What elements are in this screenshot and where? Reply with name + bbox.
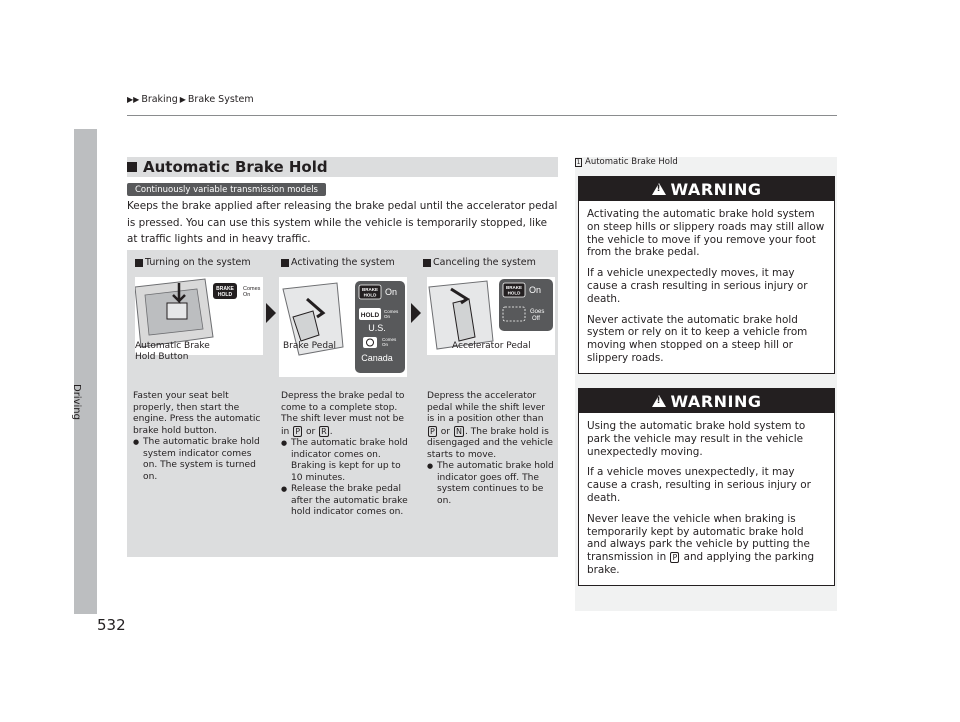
indicator-hold-text: HOLD: [363, 292, 377, 298]
step-turning-on: [127, 250, 273, 557]
section-title: [127, 157, 328, 177]
warning-text-part: Never leave the vehicle when braking is temporarily kept by automatic brake hold and always park the vehicle by putting the transmission in: [587, 512, 810, 564]
breadcrumb-item-braking[interactable]: Braking: [141, 94, 178, 105]
heading-square-icon: [423, 259, 431, 267]
indicator-on-text: On: [529, 285, 542, 295]
model-badge: Continuously variable transmission models: [127, 183, 326, 196]
step-description: [281, 391, 411, 519]
breadcrumb-arrow-icon: ▶: [179, 95, 186, 104]
indicator-brake-text: BRAKE: [216, 286, 234, 292]
page-number: 532: [97, 616, 126, 634]
warning-triangle-icon: [652, 183, 666, 195]
warning-paragraph: Using the automatic brake hold system to park the vehicle may result in the vehicle unexpectedly moving.: [587, 420, 806, 458]
illustration-label: Brake Pedal: [283, 341, 337, 351]
warning-paragraph: Activating the automatic brake hold system on steep hills or slippery roads may still allow the vehicle to move if you remove your foot from the brake pedal.: [587, 208, 825, 259]
heading-square-icon: [135, 259, 143, 267]
bullet-item: ● Release the brake pedal after the automatic brake hold indicator comes on.: [281, 484, 411, 519]
step-description: [427, 391, 555, 507]
goes-off-text: Goes: [530, 309, 545, 315]
heading-square-icon: [281, 259, 289, 267]
note-title: [575, 157, 678, 167]
step-text-end: .: [329, 426, 333, 437]
step-heading: [423, 257, 536, 268]
gear-key-p: P: [672, 553, 678, 563]
section-title-text: Automatic Brake Hold: [143, 158, 328, 176]
note-number-icon: 1: [576, 158, 581, 166]
goes-off-text-2: Off: [532, 316, 540, 322]
indicator-brake-text: BRAKE: [361, 287, 379, 292]
gear-key-p: P: [430, 426, 435, 436]
indicator-hold-text: HOLD: [507, 290, 521, 296]
side-tab: [74, 129, 97, 614]
step-canceling: [423, 250, 558, 557]
procedure-panel: [127, 250, 558, 557]
step-heading-text: Turning on the system: [145, 257, 251, 268]
side-tab-label: Driving: [71, 384, 82, 420]
indicator-brake-text: BRAKE: [505, 285, 523, 290]
step-heading-text: Activating the system: [291, 257, 395, 268]
hold-status-text-2: On: [384, 314, 391, 319]
warning-box-1: [578, 176, 835, 374]
bullet-item: ● The automatic brake hold indicator comes on. Braking is kept for up to 10 minutes.: [281, 438, 411, 484]
warning-body: [579, 413, 834, 585]
breadcrumb-item-brake-system[interactable]: Brake System: [187, 94, 254, 105]
label-line-2: Hold Button: [135, 351, 189, 362]
hold-indicator-text: HOLD: [360, 312, 380, 319]
warning-text-end: and applying the parking brake.: [587, 551, 815, 576]
step-text: [281, 391, 411, 438]
gear-key-n: N: [455, 426, 462, 436]
note-title-text: Automatic Brake Hold: [585, 157, 678, 167]
label-line-1: Automatic Brake: [135, 341, 210, 351]
breadcrumb-arrow-icon: ▶▶: [127, 95, 140, 104]
step-text-part: Depress the brake pedal to come to a complete stop. The shift lever must not be in: [281, 391, 405, 437]
illustration-brake-pedal: [279, 277, 407, 377]
step-text-end: . The brake hold is disengaged and the vehicle starts to move.: [427, 426, 553, 460]
warning-label: WARNING: [670, 391, 762, 411]
warning-label: WARNING: [670, 179, 762, 199]
region-canada-text: Canada: [361, 353, 393, 363]
warning-header: [579, 389, 834, 413]
step-activating: [277, 250, 419, 557]
bullet-item: ● The automatic brake hold indicator goes off. The system continues to be on.: [427, 461, 555, 507]
illustration-label: [135, 341, 210, 362]
gear-key-r: R: [321, 426, 327, 436]
step-text-or: or: [440, 426, 451, 437]
step-heading: [135, 257, 251, 268]
warning-paragraph: Never activate the automatic brake hold system or rely on it to keep a vehicle from moving when stopped on a steep hill or slippery roads.: [587, 313, 808, 364]
indicator-status-text: Comes: [243, 286, 261, 292]
step-heading: [281, 257, 395, 268]
warning-paragraph: If a vehicle moves unexpectedly, it may cause a crash, resulting in serious injury or death.: [587, 466, 811, 504]
step-text: Fasten your seat belt properly, then start the engine. Press the automatic brake hold button.: [133, 391, 261, 436]
step-bullets: [281, 438, 411, 519]
illustration-label: Accelerator Pedal: [452, 341, 531, 351]
indicator-on-text: On: [385, 287, 398, 297]
step-heading-text: Canceling the system: [433, 257, 536, 268]
warning-box-2: [578, 388, 835, 586]
region-us-text: U.S.: [368, 323, 386, 333]
gear-key-p: P: [295, 426, 301, 436]
warning-body: [579, 201, 834, 373]
brake-pedal-illustration: [279, 277, 407, 377]
bullet-item: ● The automatic brake hold system indicator comes on. The system is turned on.: [133, 437, 267, 483]
warning-triangle-icon: [652, 395, 666, 407]
intro-paragraph: Keeps the brake applied after releasing the brake pedal until the accelerator pedal is pressed. You can use this system while the vehicle is temporarily stopped, like at traffic lights and in heavy traffic.: [127, 200, 558, 245]
step-description: [133, 391, 267, 483]
step-text: [427, 391, 555, 461]
step-bullets: [427, 461, 555, 507]
breadcrumb: [127, 94, 254, 105]
step-text-part: Depress the accelerator pedal while the shift lever is in a position other than: [427, 391, 546, 424]
warning-paragraph: If a vehicle unexpectedly moves, it may cause a crash resulting in serious injury or death.: [587, 267, 808, 305]
step-text-or: or: [305, 426, 316, 437]
warning-header: [579, 177, 834, 201]
canada-status-text: Comes: [382, 337, 397, 342]
canada-status-text-2: On: [382, 342, 389, 347]
indicator-status-text-2: On: [243, 292, 251, 298]
header-divider: [127, 115, 837, 116]
section-square-icon: [127, 162, 137, 172]
warning-paragraph: [587, 513, 826, 577]
step-arrow-icon: [411, 303, 421, 323]
indicator-hold-text: HOLD: [217, 292, 233, 298]
hold-status-text: Comes: [384, 309, 399, 314]
step-bullets: [133, 437, 267, 483]
step-arrow-icon: [266, 303, 276, 323]
